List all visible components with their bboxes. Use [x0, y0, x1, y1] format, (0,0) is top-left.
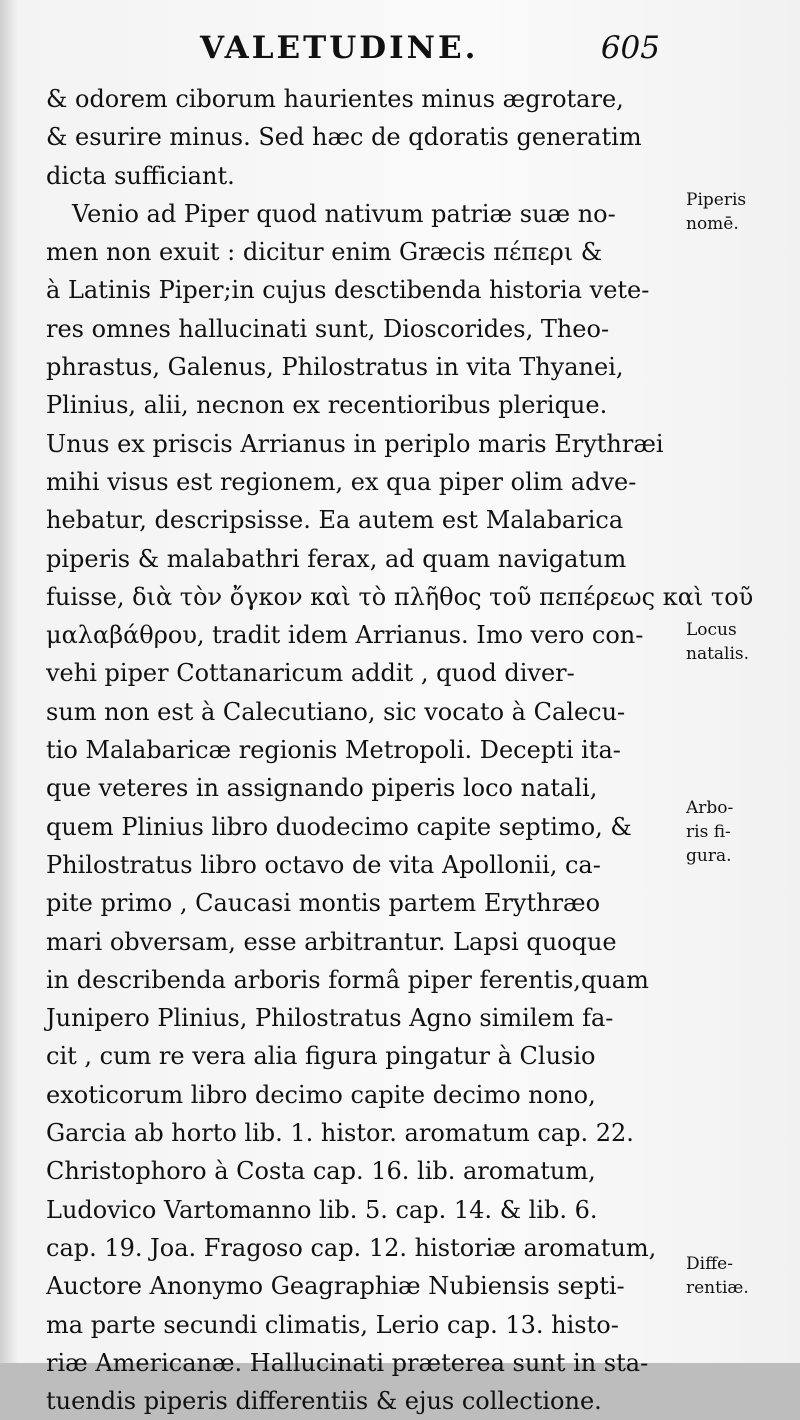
- text-line: que veteres in assignando piperis loco natali,: [46, 774, 598, 803]
- text-line: Philostratus libro octavo de vita Apollonii, ca-: [46, 850, 601, 879]
- text-line: μαλαβάθρου, tradit idem Arrianus. Imo vero con-: [46, 621, 644, 650]
- text-line: Garcia ab horto lib. 1. histor. aromatum cap. 22.: [46, 1119, 634, 1148]
- margin-note-line: gura.: [686, 846, 732, 866]
- text-line: sum non est à Calecutiano, sic vocato à Calecu-: [46, 697, 626, 726]
- text-line: pite primo , Caucasi montis partem Erythræo: [46, 889, 601, 918]
- text-line: Auctore Anonymo Geagraphiæ Nubiensis septi-: [46, 1272, 625, 1301]
- text-line: mihi visus est regionem, ex qua piper olim adve-: [46, 467, 637, 496]
- margin-note-arboris-figura: [686, 796, 733, 868]
- text-line: exoticorum libro decimo capite decimo nono,: [46, 1080, 596, 1109]
- page-number: 605: [600, 30, 660, 66]
- text-line: Junipero Plinius, Philostratus Agno similem fa-: [46, 1004, 614, 1033]
- text-line: Unus ex priscis Arrianus in periplo maris Erythræi: [46, 429, 664, 458]
- text-line: hebatur, descripsisse. Ea autem est Malabarica: [46, 506, 624, 535]
- text-line: Plinius, alii, necnon ex recentioribus plerique.: [46, 391, 608, 420]
- margin-note-line: rentiæ.: [686, 1278, 749, 1298]
- margin-note-line: Arbo-: [686, 798, 734, 818]
- text-line: fuisse, διὰ τὸν ὄγκον καὶ τὸ πλῆθος τοῦ πεπέρεως καὶ τοῦ: [46, 582, 754, 611]
- margin-note-line: ris fi-: [686, 822, 731, 842]
- text-line: quem Plinius libro duodecimo capite septimo, &: [46, 812, 632, 841]
- text-line: phrastus, Galenus, Philostratus in vita Thyanei,: [46, 353, 624, 382]
- text-line: ma parte secundi climatis, Lerio cap. 13. histo-: [46, 1310, 619, 1339]
- text-line: à Latinis Piper;in cujus desctibenda historia vete-: [46, 276, 650, 305]
- margin-note-piperis-nome: [686, 188, 746, 236]
- text-line: & esurire minus. Sed hæc de qdoratis generatim: [46, 123, 642, 152]
- margin-note-locus-natalis: [686, 618, 749, 666]
- text-line: in describenda arboris formâ piper ferentis,quam: [46, 965, 649, 994]
- text-line: piperis & malabathri ferax, ad quam navigatum: [46, 544, 627, 573]
- margin-note-line: natalis.: [686, 644, 750, 664]
- margin-note-line: Diffe-: [686, 1254, 733, 1274]
- text-line: cap. 19. Joa. Fragoso cap. 12. historiæ aromatum,: [46, 1233, 657, 1262]
- margin-note-line: Locus: [686, 620, 737, 640]
- text-line: dicta sufficiant.: [46, 161, 235, 190]
- running-title: VALETUDINE.: [200, 30, 479, 66]
- text-line: mari obversam, esse arbitrantur. Lapsi quoque: [46, 927, 617, 956]
- text-line: tuendis piperis differentiis & ejus collectione.: [46, 1387, 602, 1416]
- margin-note-line: nomē.: [686, 214, 739, 234]
- text-line: Venio ad Piper quod nativum patriæ suæ no-: [72, 199, 616, 228]
- text-line: Christophoro à Costa cap. 16. lib. aromatum,: [46, 1157, 596, 1186]
- text-line: tio Malabaricæ regionis Metropoli. Decepti ita-: [46, 736, 621, 765]
- text-line: men non exuit : dicitur enim Græcis πέπερι &: [46, 238, 603, 267]
- margin-note-line: Piperis: [686, 190, 747, 210]
- margin-note-differentiae: [686, 1252, 749, 1300]
- text-line: & odorem ciborum haurientes minus ægrotare,: [46, 85, 624, 113]
- text-line: vehi piper Cottanaricum addit , quod diver-: [46, 659, 575, 688]
- text-line: riæ Americanæ. Hallucinati præterea sunt in sta-: [46, 1348, 649, 1377]
- text-line: cit , cum re vera alia figura pingatur à Clusio: [46, 1042, 596, 1071]
- text-line: Ludovico Vartomanno lib. 5. cap. 14. & lib. 6.: [46, 1195, 598, 1224]
- text-line: res omnes hallucinati sunt, Dioscorides, Theo-: [46, 314, 610, 343]
- page-header: [200, 30, 670, 78]
